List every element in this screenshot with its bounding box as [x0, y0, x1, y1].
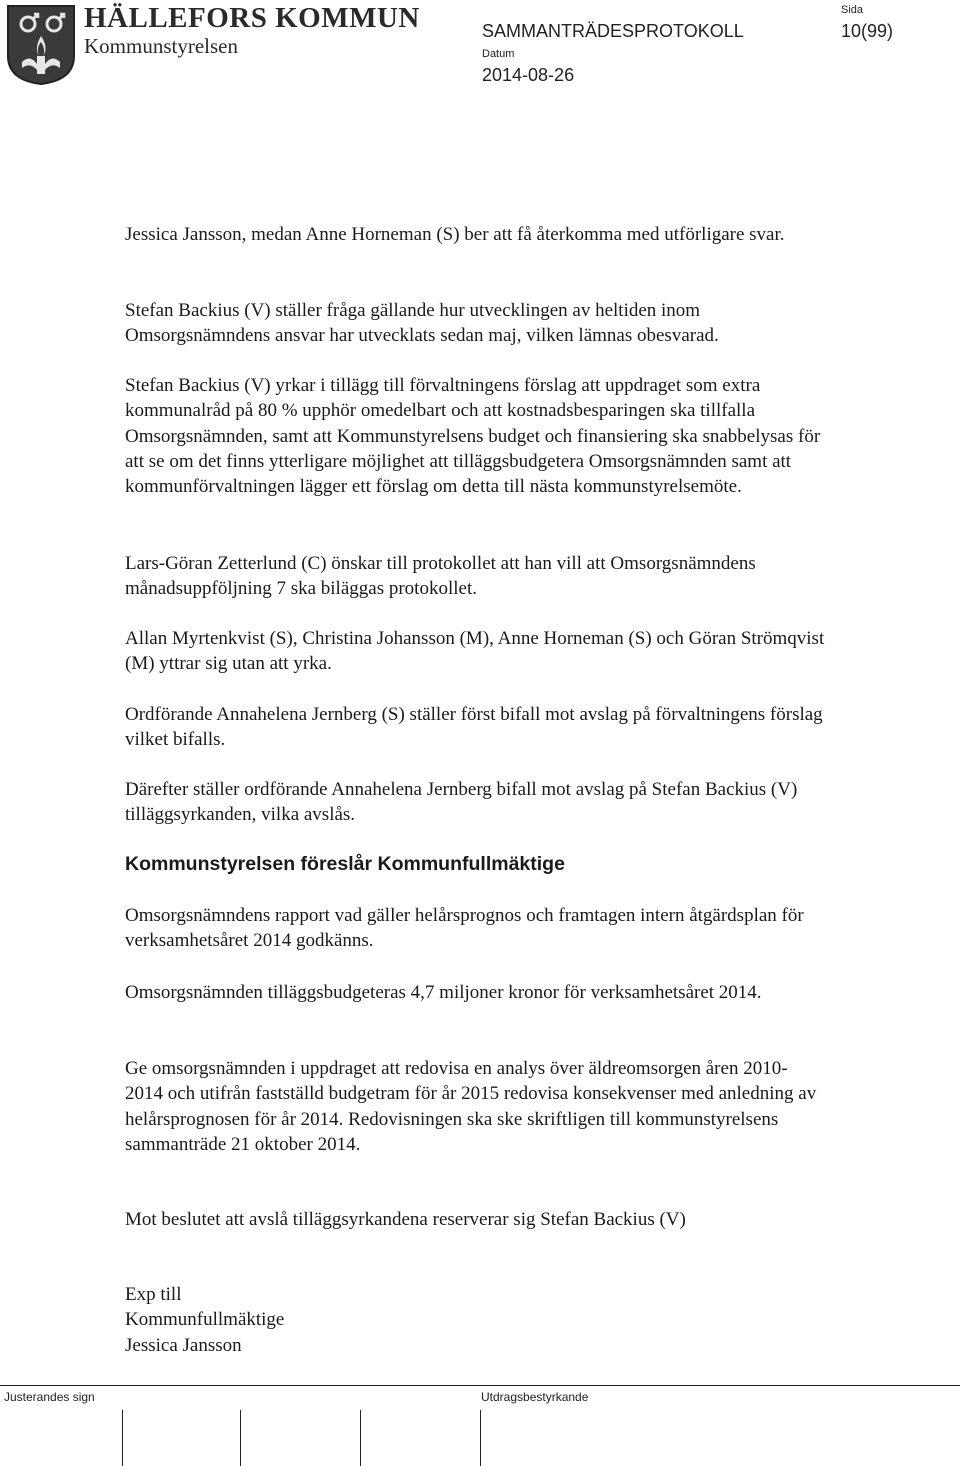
distribution-recipient: Kommunfullmäktige	[125, 1309, 285, 1331]
signature-box-divider	[240, 1410, 241, 1466]
proposal-paragraph: Ge omsorgsnämnden i uppdraget att redovisa en analys över äldreomsorgen åren 2010-2014 och utifrån fastställd budgetram för år 2015 redovisa konsekvenser med anledning av helårsprognosen för år 2014. Redovisningen ska ske skriftligen till kommunstyrelsens sammanträde 21 oktober 2014.	[125, 1058, 817, 1155]
body-paragraph: Därefter ställer ordförande Annahelena Jernberg bifall mot avslag på Stefan Backius (V) tilläggsyrkanden, vilka avslås.	[125, 779, 798, 826]
municipality-coat-of-arms-logo	[6, 4, 76, 86]
signature-label: Justerandes sign	[4, 1390, 95, 1404]
body-paragraph: Lars-Göran Zetterlund (C) önskar till protokollet att han vill att Omsorgsnämndens månadsuppföljning 7 ska biläggas protokollet.	[125, 553, 756, 600]
distribution-recipient: Jessica Jansson	[125, 1334, 242, 1356]
signature-box-divider	[360, 1410, 361, 1466]
extract-certification-label: Utdragsbestyrkande	[481, 1390, 589, 1404]
body-paragraph: Stefan Backius (V) ställer fråga gällande hur utvecklingen av heltiden inom Omsorgsnämndens ansvar har utvecklats sedan maj, vilken lämnas obesvarad.	[125, 300, 719, 347]
footer-divider	[0, 1385, 960, 1386]
distribution-label: Exp till	[125, 1284, 182, 1305]
organization-department: Kommunstyrelsen	[84, 34, 238, 58]
reservation-paragraph: Mot beslutet att avslå tilläggsyrkandena reserverar sig Stefan Backius (V)	[125, 1209, 686, 1230]
date-label: Datum	[482, 48, 515, 60]
document-type: SAMMANTRÄDESPROTOKOLL	[482, 21, 744, 41]
body-paragraph: Ordförande Annahelena Jernberg (S) ställer först bifall mot avslag på förvaltningens förslag vilket bifalls.	[125, 704, 823, 751]
body-paragraph: Jessica Jansson, medan Anne Horneman (S) ber att få återkomma med utförligare svar.	[125, 224, 785, 245]
page-number: 10(99)	[841, 21, 894, 41]
proposal-paragraph: Omsorgsnämndens rapport vad gäller helårsprognos och framtagen intern åtgärdsplan för verksamhetsåret 2014 godkänns.	[125, 905, 804, 952]
proposal-paragraph: Omsorgsnämnden tilläggsbudgeteras 4,7 miljoner kronor för verksamhetsåret 2014.	[125, 982, 762, 1003]
distribution-list	[125, 1282, 825, 1358]
organization-name: HÄLLEFORS KOMMUN	[84, 2, 420, 34]
body-paragraph: Stefan Backius (V) yrkar i tillägg till förvaltningens förslag att uppdraget som extra kommunalråd på 80 % upphör omedelbart och att kostnadsbesparingen ska tillfalla Omsorgsnämnden, samt att Kommunstyrelsens budget och finansiering ska snabbelysas för att se om det finns ytterligare möjlighet att tilläggsbudgetera Omsorgsnämnden samt att kommunförvaltningen lägger ett förslag om detta till nästa kommunstyrelsemöte.	[125, 375, 821, 498]
signature-box-divider	[480, 1410, 481, 1466]
body-paragraph: Allan Myrtenkvist (S), Christina Johansson (M), Anne Horneman (S) och Göran Strömqvist (M) yttrar sig utan att yrka.	[125, 628, 825, 675]
page-label: Sida	[841, 4, 864, 16]
proposal-heading: Kommunstyrelsen föreslår Kommunfullmäktige	[125, 853, 565, 875]
document-date: 2014-08-26	[482, 65, 575, 85]
signature-box-divider	[122, 1410, 123, 1466]
